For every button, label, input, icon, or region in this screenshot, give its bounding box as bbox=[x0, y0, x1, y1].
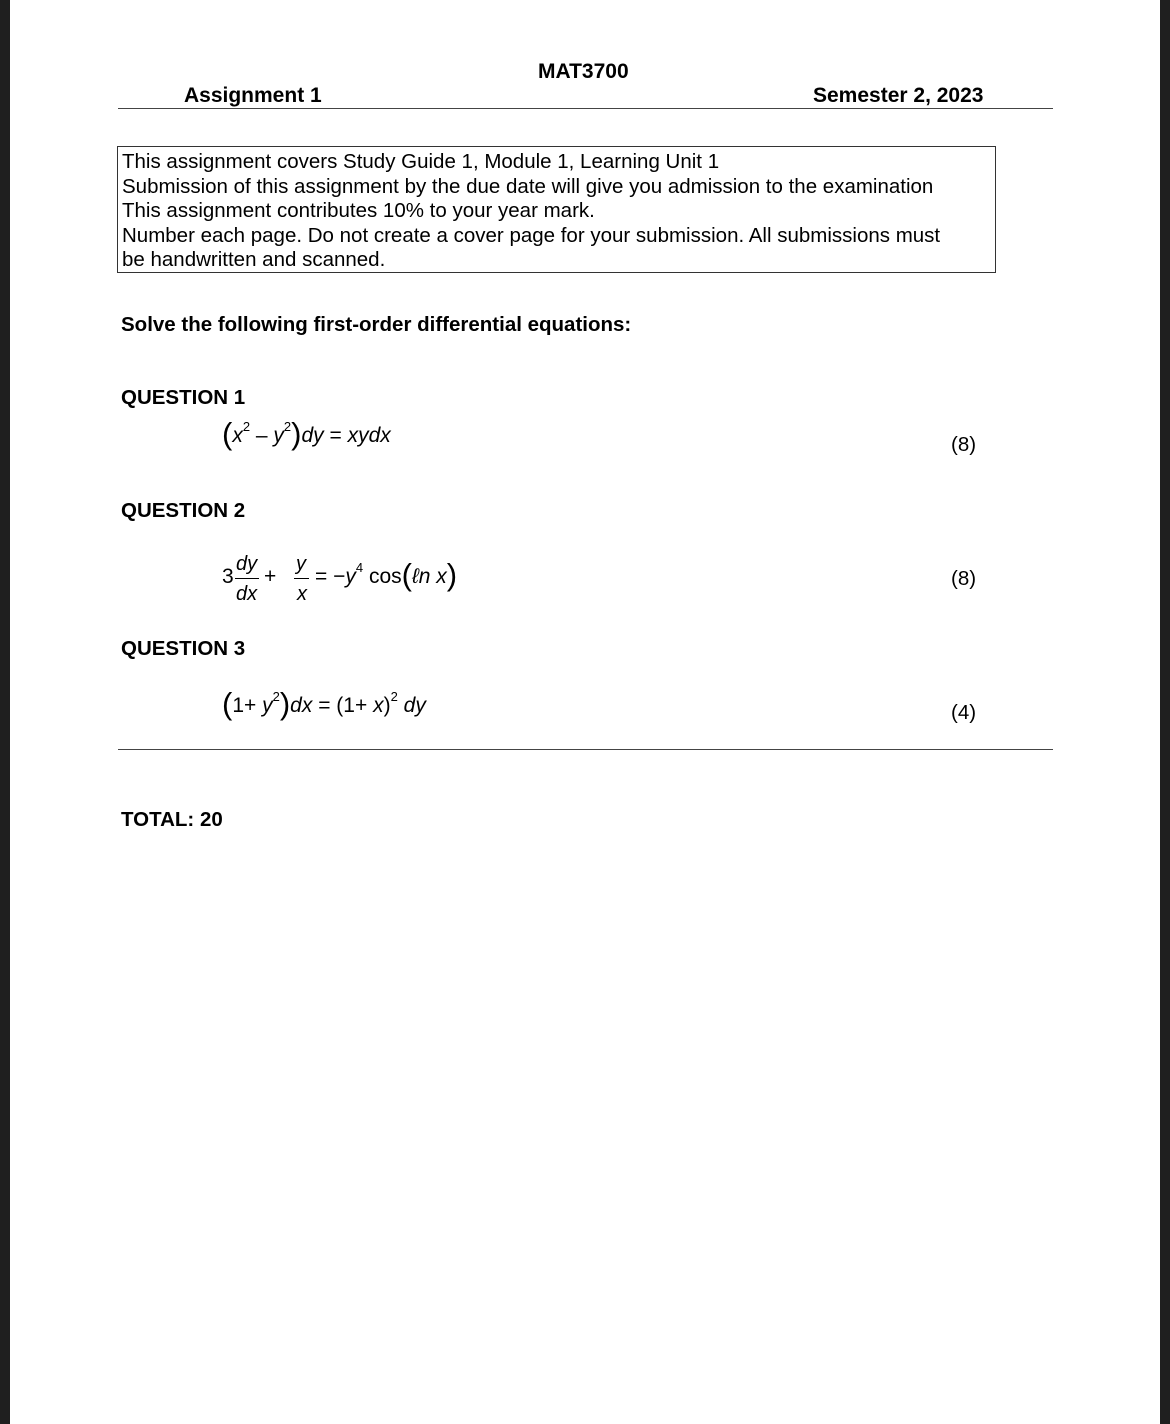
semester-label: Semester 2, 2023 bbox=[813, 84, 984, 107]
info-line: be handwritten and scanned. bbox=[122, 248, 386, 272]
question-1-heading: QUESTION 1 bbox=[121, 386, 246, 409]
info-box bbox=[117, 146, 996, 273]
assignment-title: Assignment 1 bbox=[184, 84, 322, 107]
question-1-marks: (8) bbox=[951, 433, 977, 456]
footer-divider bbox=[118, 749, 1053, 750]
question-3-equation: $(1+ y^2)dx = (1+ x)^2$ dy bbox=[222, 686, 426, 721]
question-1-equation: $(x^2 - y^2)dy$ = xydx bbox=[222, 416, 391, 451]
total-marks: TOTAL: 20 bbox=[121, 808, 223, 831]
question-2-heading: QUESTION 2 bbox=[121, 499, 246, 522]
question-3-heading: QUESTION 3 bbox=[121, 637, 246, 660]
question-2-marks: (8) bbox=[951, 567, 977, 590]
instruction-text: Solve the following first-order differential equations: bbox=[121, 313, 632, 336]
assignment-page: MAT3700 Assignment 1 Semester 2, 2023 This assignment covers Study Guide 1, Module 1, Learning Unit 1 Submission of this assignment by the due date will give you admission to the examination This assignment contributes 10% to your year mark. Number each page. Do not create a cover page for your submission. All submissions must be handwritten and scanned. Solve the following first-order differential equations: QUESTION 1 $(x^2 - y^2)dy$ = xydx (8) QUESTION 2 3 dy dx + y x = $-y^4$ cos(ℓn x) (8) QUESTION 3 $(1+ y^2)dx = (1+ x)^2$ dy (4) TOTAL: 20 bbox=[10, 0, 1160, 1424]
info-line: Submission of this assignment by the due date will give you admission to the examination bbox=[122, 174, 934, 198]
info-line: Number each page. Do not create a cover page for your submission. All submissions must bbox=[122, 223, 941, 247]
course-code: MAT3700 bbox=[538, 60, 629, 83]
header-divider bbox=[118, 108, 1053, 109]
info-line: This assignment contributes 10% to your year mark. bbox=[122, 199, 595, 223]
question-3-marks: (4) bbox=[951, 701, 977, 724]
info-line: This assignment covers Study Guide 1, Module 1, Learning Unit 1 bbox=[122, 150, 720, 173]
